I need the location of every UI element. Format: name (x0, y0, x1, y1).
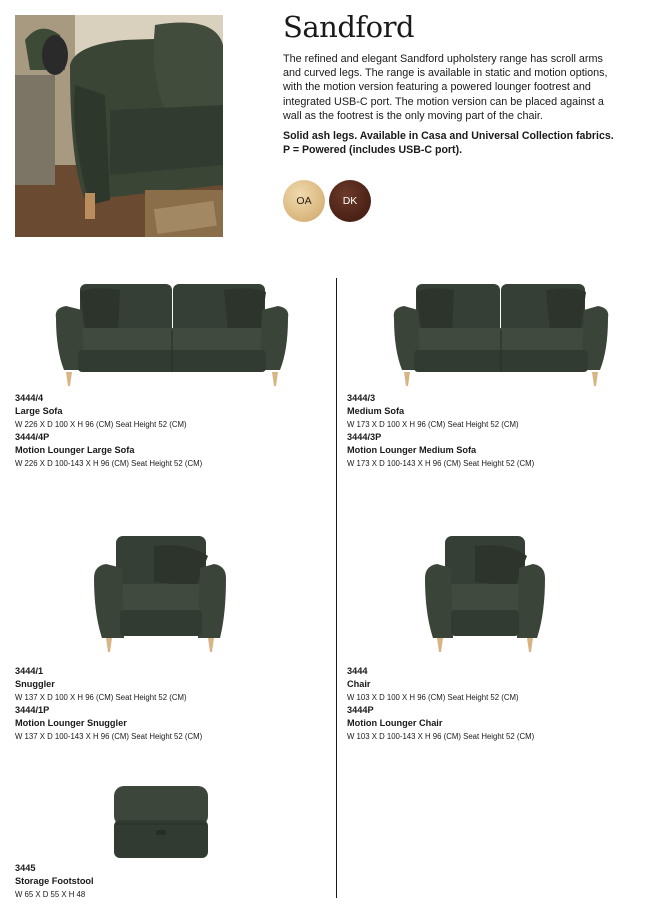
large-sofa-specs (15, 392, 315, 470)
snuggler-specs (15, 665, 315, 743)
motion-product-name: Motion Lounger Large Sofa (15, 445, 135, 455)
product-name: Storage Footstool (15, 876, 94, 886)
product-dimensions: W 173 X D 100 X H 96 (CM) Seat Height 52 (CM) (347, 420, 519, 429)
medium-sofa-image (390, 280, 612, 390)
product-name: Large Sofa (15, 406, 63, 416)
motion-product-code: 3444/3P (347, 432, 382, 442)
motion-product-dimensions: W 137 X D 100-143 X H 96 (CM) Seat Height 52 (CM) (15, 732, 203, 741)
motion-product-code: 3444/1P (15, 705, 50, 715)
product-dimensions: W 103 X D 100 X H 96 (CM) Seat Height 52 (CM) (347, 693, 519, 702)
powered-note: P = Powered (includes USB-C port). (283, 144, 463, 157)
motion-product-name: Motion Lounger Snuggler (15, 718, 127, 728)
motion-product-name: Motion Lounger Medium Sofa (347, 445, 477, 455)
chair-specs (347, 665, 647, 743)
product-code: 3444/3 (347, 393, 376, 403)
product-dimensions: W 226 X D 100 X H 96 (CM) Seat Height 52 (CM) (15, 420, 187, 429)
product-dimensions: W 65 X D 55 X H 48 (15, 890, 86, 899)
product-code: 3445 (15, 863, 36, 873)
range-title: Sandford (283, 10, 415, 44)
motion-product-code: 3444P (347, 705, 374, 715)
product-name: Snuggler (15, 679, 55, 689)
leg-finish-swatch-dk[interactable]: DK (329, 180, 371, 222)
product-code: 3444/1 (15, 666, 44, 676)
product-name: Medium Sofa (347, 406, 405, 416)
range-description: The refined and elegant Sandford upholstery range has scroll arms and curved legs. The range is available in static and motion options, with the motion version featuring a powered lounger footrest and integrated USB-C port. The motion version can be placed against a wall as the footrest is the only moving part of the chair. (283, 53, 608, 122)
motion-product-dimensions: W 173 X D 100-143 X H 96 (CM) Seat Height 52 (CM) (347, 459, 535, 468)
product-code: 3444 (347, 666, 368, 676)
motion-product-dimensions: W 226 X D 100-143 X H 96 (CM) Seat Height 52 (CM) (15, 459, 203, 468)
chair-image (423, 534, 547, 656)
motion-product-dimensions: W 103 X D 100-143 X H 96 (CM) Seat Height 52 (CM) (347, 732, 535, 741)
footstool-image (112, 784, 210, 862)
large-sofa-image (52, 280, 292, 390)
range-notes (283, 129, 623, 157)
leg-finish-swatch-oa[interactable]: OA (283, 180, 325, 222)
column-divider (336, 278, 337, 898)
motion-product-name: Motion Lounger Chair (347, 718, 443, 728)
medium-sofa-specs (347, 392, 647, 470)
footstool-specs (15, 862, 315, 901)
motion-product-code: 3444/4P (15, 432, 50, 442)
snuggler-image (92, 534, 228, 656)
product-name: Chair (347, 679, 371, 689)
legs-fabric-note: Solid ash legs. Available in Casa and Universal Collection fabrics. (283, 130, 614, 142)
hero-lifestyle-photo (15, 15, 223, 237)
product-dimensions: W 137 X D 100 X H 96 (CM) Seat Height 52 (CM) (15, 693, 187, 702)
product-code: 3444/4 (15, 393, 44, 403)
